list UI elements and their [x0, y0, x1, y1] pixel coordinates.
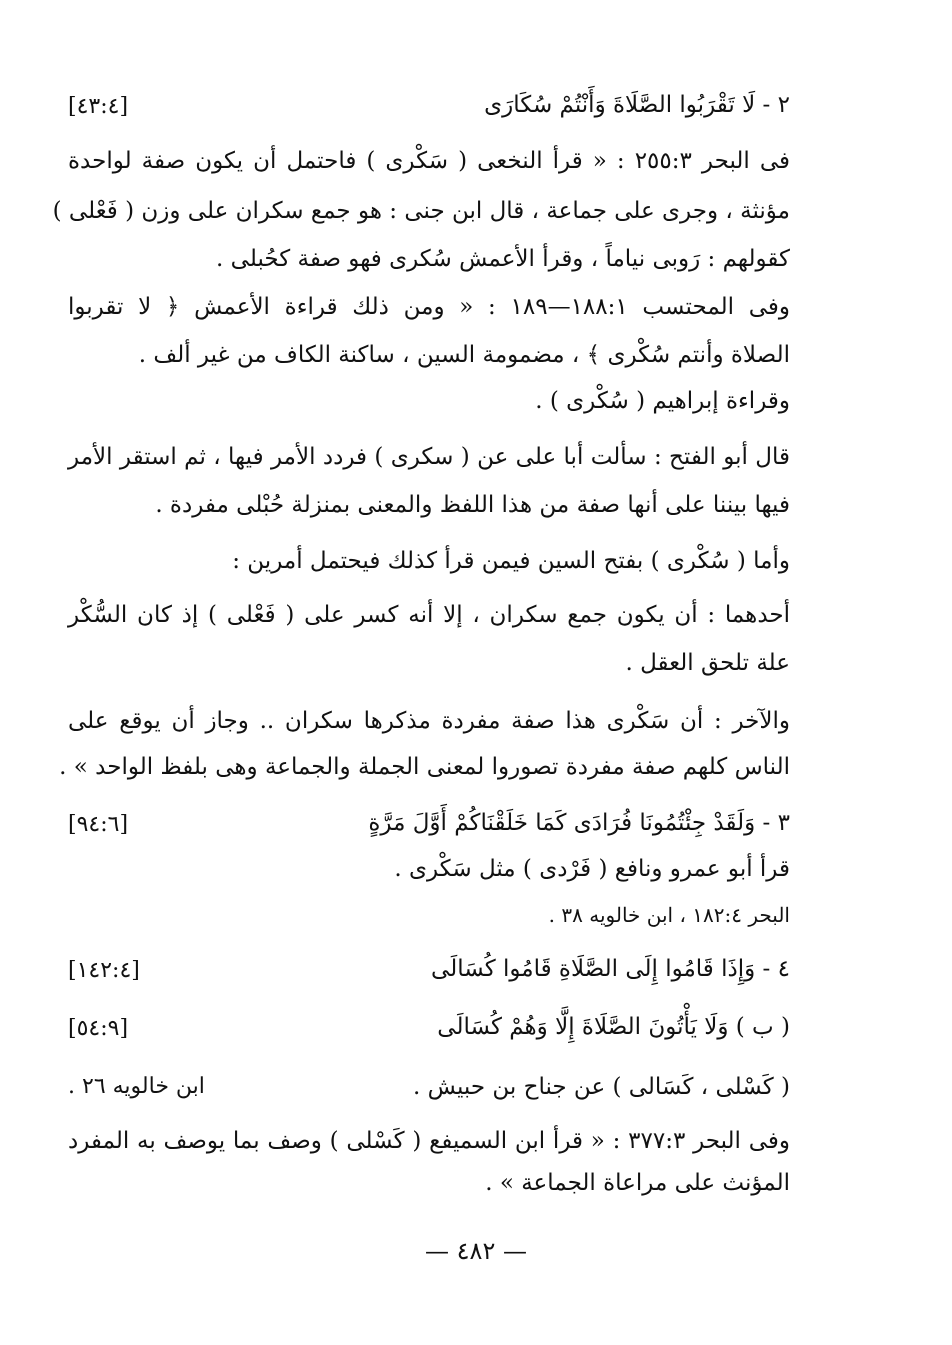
verse-reference-2: [٤٣:٤]	[68, 94, 129, 119]
text-line: المؤنث على مراعاة الجماعة » .	[485, 1170, 790, 1196]
text-line: مؤنثة ، وجرى على جماعة ، قال ابن جنى : هو جمع سكران على وزن ( فَعْلى )	[52, 198, 790, 224]
verse-heading-3: ٣ - وَلَقَدْ جِئْتُمُونَا فُرَادَى كَمَا خَلَقْنَاكُمْ أَوَّلَ مَرَّةٍ	[368, 810, 790, 836]
text-line: ( كَسْلى ، كَسَالى ) عن جناح بن حبيش .	[413, 1074, 790, 1100]
text-line: والآخر : أن سَكْرى هذا صفة مفردة مذكرها سكران .. وجاز أن يوقع على	[68, 708, 790, 734]
page-number: — ٤٨٢ —	[425, 1237, 527, 1265]
verse-reference-4: [١٤٢:٤]	[68, 958, 140, 983]
text-line: كقولهم : رَوبى نياماً ، وقرأ الأعمش سُكرى فهو صفة كحُبلى .	[216, 246, 790, 272]
text-line: فى البحر ٢٥٥:٣ : « قرأ النخعى ( سَكْرى ) فاحتمل أن يكون صفة لواحدة	[68, 148, 790, 174]
text-line: قرأ أبو عمرو ونافع ( فَرْدى ) مثل سَكْرى .	[394, 856, 790, 882]
text-line: وفى المحتسب ١٨٨:١—١٨٩ : « ومن ذلك قراءة الأعمش ﴿ لا تقربوا	[68, 294, 790, 320]
source-citation: البحر ١٨٢:٤ ، ابن خالويه ٣٨ .	[548, 903, 790, 927]
verse-reference-3: [٩٤:٦]	[68, 812, 129, 837]
text-line: وقراءة إبراهيم ( سُكْرى ) .	[535, 388, 790, 414]
text-line: وأما ( سُكْرى ) بفتح السين فيمن قرأ كذلك فيحتمل أمرين :	[232, 548, 790, 574]
text-line: وفى البحر ٣٧٧:٣ : « قرأ ابن السميفع ( كَسْلى ) وصف بما يوصف به المفرد	[68, 1128, 790, 1154]
source-citation: ابن خالويه ٢٦ .	[68, 1074, 205, 1099]
text-line: قال أبو الفتح : سألت أبا على عن ( سكرى ) فردد الأمر فيها ، ثم استقر الأمر	[68, 444, 790, 470]
text-line: الصلاة وأنتم سُكْرى ﴾ ، مضمومة السين ، ساكنة الكاف من غير ألف .	[138, 342, 790, 368]
text-line: أحدهما : أن يكون جمع سكران ، إلا أنه كسر على ( فَعْلى ) إذ كان السُّكْر	[68, 602, 790, 628]
text-line: الناس كلهم صفة مفردة تصوروا لمعنى الجملة والجماعة وهى بلفظ الواحد » .	[59, 754, 790, 780]
text-line: فيها بيننا على أنها صفة من هذا اللفظ والمعنى بمنزلة حُبْلى مفردة .	[155, 492, 790, 518]
verse-sub-heading: ( ب ) وَلَا يَأْتُونَ الصَّلَاةَ إِلَّا وَهُمْ كُسَالَى	[437, 1014, 790, 1040]
text-line: علة تلحق العقل .	[625, 650, 790, 676]
verse-heading-2: ٢ - لَا تَقْرَبُوا الصَّلَاةَ وَأَنْتُمْ سُكَارَى	[484, 92, 790, 118]
verse-sub-reference: [٥٤:٩]	[68, 1016, 129, 1041]
verse-heading-4: ٤ - وَإِذَا قَامُوا إِلَى الصَّلَاةِ قَامُوا كُسَالَى	[431, 956, 790, 982]
